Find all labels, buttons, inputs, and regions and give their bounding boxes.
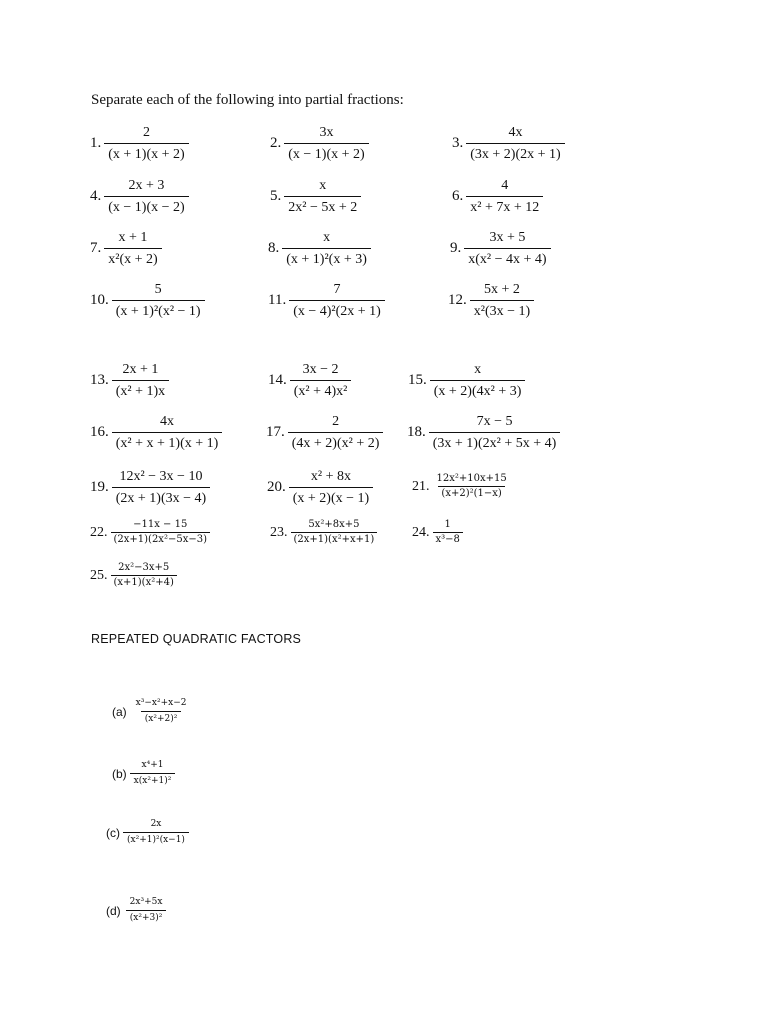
problem-label: (a) bbox=[112, 704, 127, 719]
problem-25 bbox=[90, 562, 177, 589]
denominator: (x²+1)²(x−1) bbox=[123, 832, 189, 846]
problem-number: 15. bbox=[408, 372, 427, 388]
problem-number: 14. bbox=[268, 372, 287, 388]
fraction bbox=[289, 468, 373, 507]
fraction bbox=[430, 361, 526, 400]
section-heading: REPEATED QUADRATIC FACTORS bbox=[91, 632, 302, 646]
instructions-heading: Separate each of the following into partial fractions: bbox=[91, 92, 404, 108]
fraction bbox=[112, 468, 210, 507]
problem-22 bbox=[90, 519, 210, 546]
problem-14 bbox=[268, 361, 351, 400]
fraction bbox=[123, 819, 189, 846]
denominator: (x² + 1)x bbox=[112, 380, 169, 400]
problem-label: (c) bbox=[106, 825, 120, 840]
denominator: x(x²+1)² bbox=[130, 773, 176, 787]
denominator: (x + 1)²(x + 3) bbox=[282, 248, 371, 268]
problem-17 bbox=[266, 413, 383, 452]
problem-24 bbox=[412, 519, 463, 546]
problem-number: 2. bbox=[270, 135, 282, 151]
numerator: x³−x²+x−2 bbox=[135, 698, 187, 708]
problem-d bbox=[106, 897, 168, 924]
problem-number: 13. bbox=[90, 372, 109, 388]
fraction bbox=[284, 124, 368, 163]
denominator: (3x + 1)(2x² + 5x + 4) bbox=[429, 432, 561, 452]
fraction bbox=[433, 473, 511, 500]
fraction bbox=[470, 281, 534, 320]
numerator: 3x − 2 bbox=[302, 362, 339, 377]
fraction bbox=[130, 698, 193, 725]
problem-number: 4. bbox=[90, 188, 102, 204]
problem-number: 23. bbox=[270, 524, 288, 540]
denominator: x²(x + 2) bbox=[104, 248, 161, 268]
problem-c bbox=[106, 819, 189, 846]
problem-number: 1. bbox=[90, 135, 102, 151]
problem-4 bbox=[90, 177, 189, 216]
problem-10 bbox=[90, 281, 205, 320]
fraction bbox=[289, 281, 385, 320]
numerator: x⁴+1 bbox=[141, 760, 164, 770]
problem-23 bbox=[270, 519, 377, 546]
numerator: 4x bbox=[508, 125, 523, 140]
denominator: (x + 1)²(x² − 1) bbox=[112, 300, 205, 320]
denominator: (x − 1)(x + 2) bbox=[284, 143, 368, 163]
numerator: 1 bbox=[444, 519, 451, 530]
problem-number: 17. bbox=[266, 424, 285, 440]
problem-20 bbox=[267, 468, 373, 507]
numerator: 5x + 2 bbox=[484, 282, 520, 297]
problem-number: 8. bbox=[268, 240, 280, 256]
problem-19 bbox=[90, 468, 210, 507]
denominator: (3x + 2)(2x + 1) bbox=[466, 143, 564, 163]
denominator: x(x² − 4x + 4) bbox=[464, 248, 550, 268]
problem-number: 9. bbox=[450, 240, 462, 256]
denominator: (x + 2)(4x² + 3) bbox=[430, 380, 526, 400]
fraction bbox=[104, 124, 188, 163]
fraction bbox=[466, 177, 543, 216]
fraction bbox=[124, 897, 169, 924]
fraction bbox=[288, 413, 384, 452]
numerator: x bbox=[319, 178, 327, 193]
numerator: 7x − 5 bbox=[476, 414, 513, 429]
denominator: x²(3x − 1) bbox=[470, 300, 534, 320]
problem-number: 5. bbox=[270, 188, 282, 204]
fraction bbox=[282, 229, 371, 268]
problem-number: 11. bbox=[268, 292, 287, 308]
fraction bbox=[104, 177, 188, 216]
numerator: 2 bbox=[142, 125, 150, 140]
problem-13 bbox=[90, 361, 169, 400]
problem-12 bbox=[448, 281, 534, 320]
numerator: −11x − 15 bbox=[133, 519, 188, 530]
denominator: (4x + 2)(x² + 2) bbox=[288, 432, 384, 452]
fraction bbox=[112, 281, 205, 320]
numerator: x + 1 bbox=[118, 230, 148, 245]
numerator: 12x²+10x+15 bbox=[436, 473, 507, 484]
problem-9 bbox=[450, 229, 551, 268]
problem-2 bbox=[270, 124, 369, 163]
numerator: 3x bbox=[319, 125, 334, 140]
problem-7 bbox=[90, 229, 162, 268]
denominator: 2x² − 5x + 2 bbox=[284, 196, 361, 216]
problem-number: 10. bbox=[90, 292, 109, 308]
problem-18 bbox=[407, 413, 560, 452]
fraction bbox=[111, 562, 177, 589]
problem-number: 6. bbox=[452, 188, 464, 204]
problem-label: (b) bbox=[112, 766, 127, 781]
denominator: x² + 7x + 12 bbox=[466, 196, 543, 216]
denominator: (x² + 4)x² bbox=[290, 380, 352, 400]
numerator: 2x²−3x+5 bbox=[118, 562, 170, 573]
numerator: 2x + 3 bbox=[128, 178, 165, 193]
problem-21 bbox=[412, 473, 511, 500]
numerator: x bbox=[474, 362, 482, 377]
fraction bbox=[429, 413, 561, 452]
fraction bbox=[291, 519, 378, 546]
fraction bbox=[130, 760, 176, 787]
numerator: 4 bbox=[501, 178, 509, 193]
denominator: (2x+1)(2x²−5x−3) bbox=[111, 532, 210, 546]
problem-number: 19. bbox=[90, 479, 109, 495]
numerator: 2x³+5x bbox=[129, 897, 163, 907]
numerator: 2 bbox=[332, 414, 340, 429]
problem-a bbox=[112, 698, 192, 725]
numerator: 4x bbox=[160, 414, 175, 429]
fraction bbox=[112, 361, 169, 400]
fraction bbox=[466, 124, 564, 163]
problem-6 bbox=[452, 177, 543, 216]
problem-number: 21. bbox=[412, 478, 430, 494]
numerator: x² + 8x bbox=[310, 469, 352, 484]
problem-15 bbox=[408, 361, 525, 400]
numerator: x bbox=[323, 230, 331, 245]
problem-number: 3. bbox=[452, 135, 464, 151]
fraction bbox=[433, 519, 463, 546]
problem-number: 16. bbox=[90, 424, 109, 440]
numerator: 3x + 5 bbox=[489, 230, 526, 245]
numerator: 2x + 1 bbox=[122, 362, 159, 377]
fraction bbox=[104, 229, 161, 268]
fraction bbox=[112, 413, 223, 452]
denominator: (x + 2)(x − 1) bbox=[289, 487, 373, 507]
denominator: (x+1)(x²+4) bbox=[111, 575, 177, 589]
fraction bbox=[464, 229, 550, 268]
problem-1 bbox=[90, 124, 189, 163]
problem-number: 7. bbox=[90, 240, 102, 256]
numerator: 7 bbox=[333, 282, 341, 297]
denominator: x³−8 bbox=[433, 532, 463, 546]
problem-11 bbox=[268, 281, 385, 320]
problem-number: 18. bbox=[407, 424, 426, 440]
denominator: (x − 1)(x − 2) bbox=[104, 196, 188, 216]
numerator: 12x² − 3x − 10 bbox=[119, 469, 203, 484]
denominator: (2x+1)(x²+x+1) bbox=[291, 532, 378, 546]
fraction bbox=[290, 361, 352, 400]
fraction bbox=[111, 519, 210, 546]
problem-label: (d) bbox=[106, 903, 121, 918]
numerator: 2x bbox=[150, 819, 162, 829]
denominator: (2x + 1)(3x − 4) bbox=[112, 487, 210, 507]
fraction bbox=[284, 177, 361, 216]
denominator: (x + 1)(x + 2) bbox=[104, 143, 188, 163]
problem-number: 25. bbox=[90, 567, 108, 583]
denominator: (x − 4)²(2x + 1) bbox=[289, 300, 385, 320]
problem-number: 12. bbox=[448, 292, 467, 308]
problem-b bbox=[112, 760, 175, 787]
denominator: (x²+3)² bbox=[126, 910, 167, 924]
problem-16 bbox=[90, 413, 222, 452]
denominator: (x²+2)² bbox=[141, 711, 182, 725]
problem-8 bbox=[268, 229, 371, 268]
problem-3 bbox=[452, 124, 565, 163]
denominator: (x² + x + 1)(x + 1) bbox=[112, 432, 223, 452]
problem-number: 24. bbox=[412, 524, 430, 540]
numerator: 5x²+8x+5 bbox=[308, 519, 360, 530]
problem-number: 20. bbox=[267, 479, 286, 495]
problem-5 bbox=[270, 177, 361, 216]
numerator: 5 bbox=[154, 282, 162, 297]
problem-number: 22. bbox=[90, 524, 108, 540]
denominator: (x+2)²(1−x) bbox=[438, 486, 504, 500]
